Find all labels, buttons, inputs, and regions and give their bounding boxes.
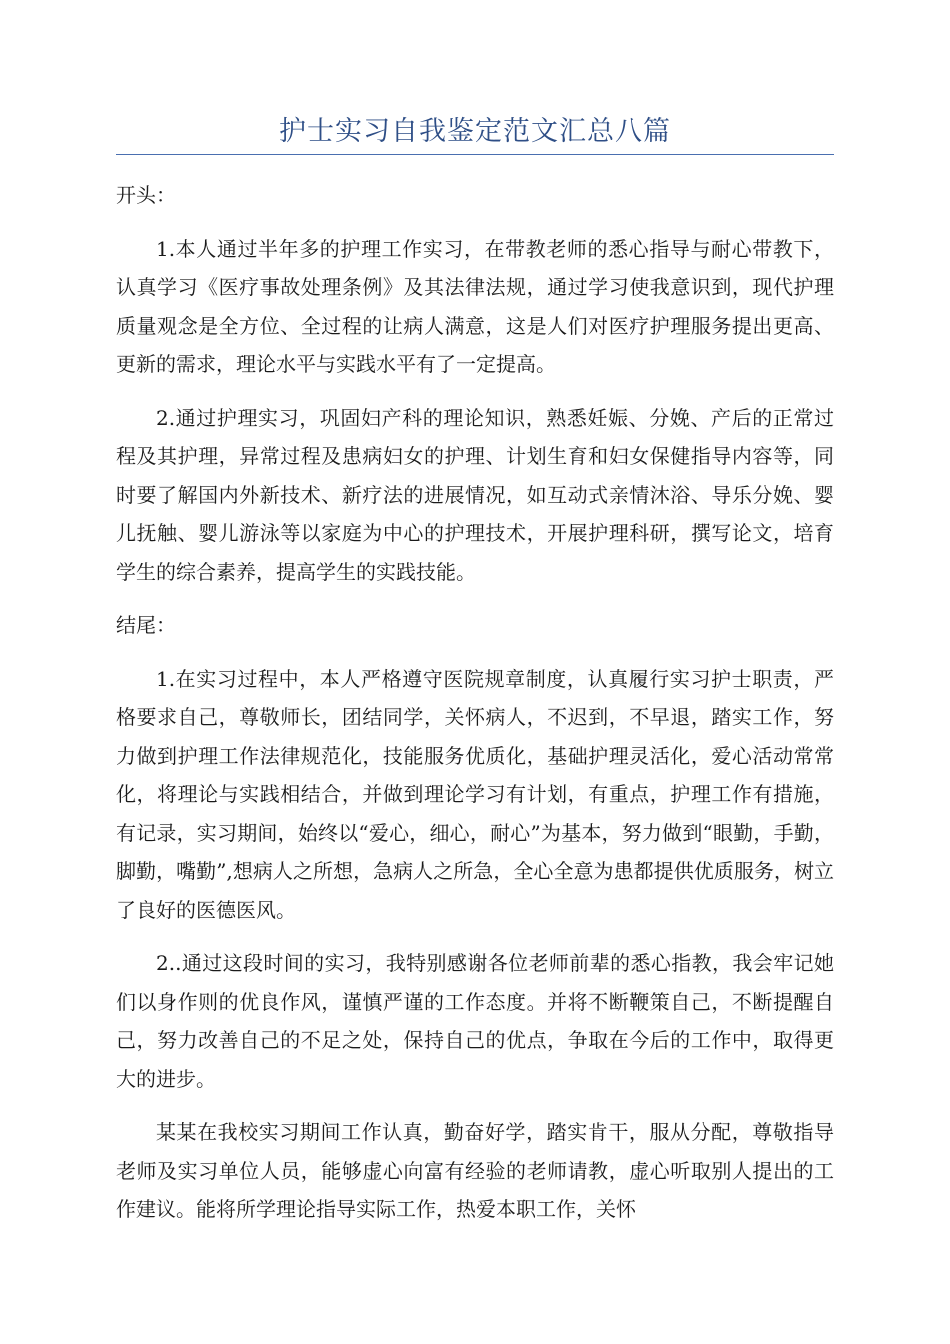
paragraph-opening-2: 2.通过护理实习，巩固妇产科的理论知识，熟悉妊娠、分娩、产后的正常过程及其护理，异常过程及患病妇女的护理、计划生育和妇女保健指导内容等，同时要了解国内外新技术、新疗法的进展情况，如互动式亲情沐浴、导乐分娩、婴儿抚触、婴儿游泳等以家庭为中心的护理技术，开展护理科研，撰写论文，培育学生的综合素养，提高学生的实践技能。 [116, 405, 834, 584]
paragraph-opening-1: 1.本人通过半年多的护理工作实习，在带教老师的悉心指导与耐心带教下，认真学习《医疗事故处理条例》及其法律法规，通过学习使我意识到，现代护理质量观念是全方位、全过程的让病人满意，这是人们对医疗护理服务提出更高、更新的需求，理论水平与实践水平有了一定提高。 [116, 236, 834, 376]
section-heading-opening: 开头： [116, 183, 176, 207]
section-heading-ending: 结尾： [116, 613, 176, 637]
paragraph-ending-2: 2..通过这段时间的实习，我特别感谢各位老师前辈的悉心指教，我会牢记她们以身作则的优良作风，谨慎严谨的工作态度。并将不断鞭策自己，不断提醒自己，努力改善自己的不足之处，保持自己的优点，争取在今后的工作中，取得更大的进步。 [116, 951, 834, 1091]
paragraph-evaluation: 某某在我校实习期间工作认真，勤奋好学，踏实肯干，服从分配，尊敬指导老师及实习单位人员，能够虚心向富有经验的老师请教，虚心听取别人提出的工作建议。能将所学理论指导实际工作，热爱本职工作，关怀 [116, 1120, 834, 1221]
document-body [116, 176, 834, 1244]
document-title: 护士实习自我鉴定范文汇总八篇 [279, 116, 671, 147]
title-underline [116, 154, 834, 155]
paragraph-ending-1: 1.在实习过程中，本人严格遵守医院规章制度，认真履行实习护士职责，严格要求自己，尊敬师长，团结同学，关怀病人，不迟到，不早退，踏实工作，努力做到护理工作法律规范化，技能服务优质化，基础护理灵活化，爱心活动常常化，将理论与实践相结合，并做到理论学习有计划，有重点，护理工作有措施，有记录，实习期间，始终以“爱心，细心，耐心”为基本，努力做到“眼勤，手勤，脚勤，嘴勤”,想病人之所想，急病人之所急，全心全意为患都提供优质服务，树立了良好的医德医风。 [116, 666, 834, 922]
